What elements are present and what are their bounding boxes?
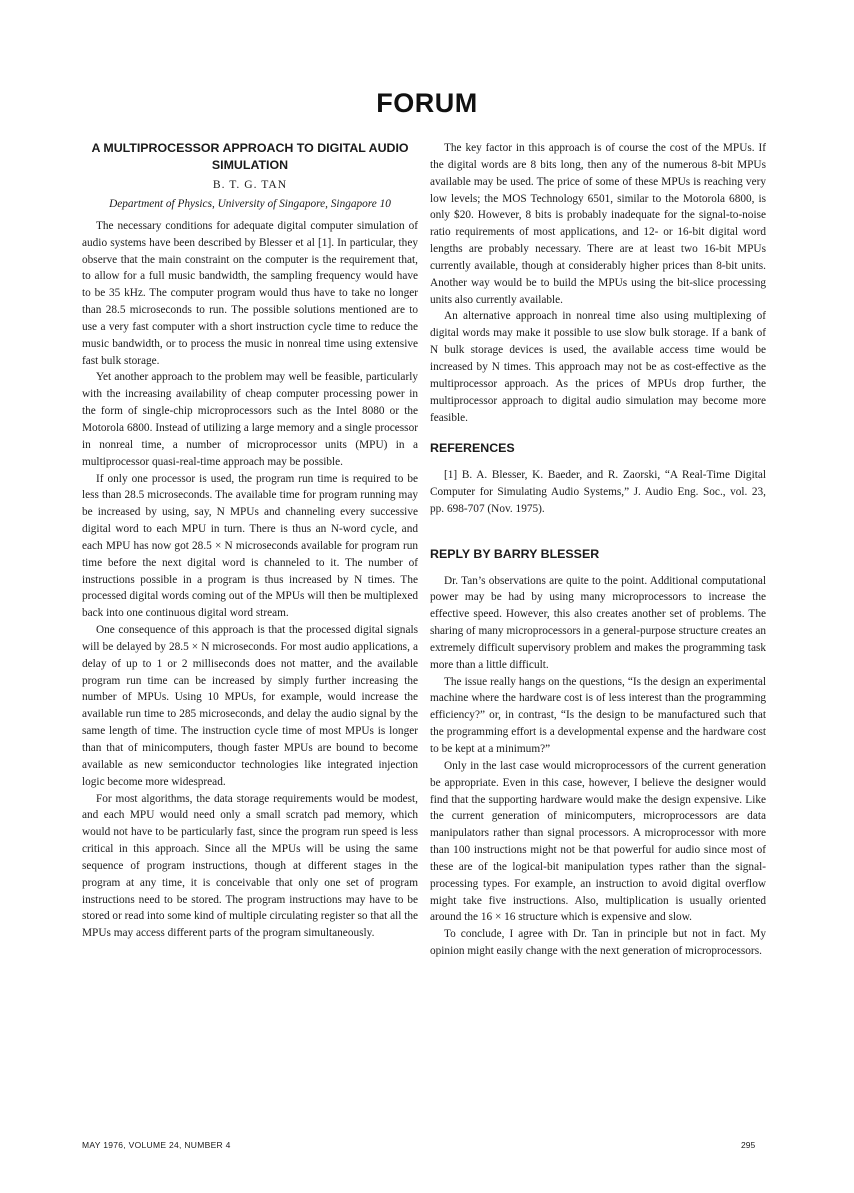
right-column (430, 140, 766, 960)
reply-heading: REPLY BY BARRY BLESSER (430, 546, 600, 561)
footer-issue: MAY 1976, VOLUME 24, NUMBER 4 (82, 1140, 231, 1150)
reply-paragraph: To conclude, I agree with Dr. Tan in principle but not in fact. My opinion might easily change with the next generation of microprocessors. (430, 928, 766, 958)
references-heading: REFERENCES (430, 441, 515, 456)
reply-paragraph: The issue really hangs on the questions, “Is the design an experimental machine where the hardware cost is of less interest than the programming efficiency?” or, in contrast, “Is the design to be manufactured such that the programming effort is a developmental expense and the hardware cost to be kept at a minimum?” (430, 675, 766, 755)
article-author: B. T. G. TAN (212, 178, 288, 191)
article-paragraph: An alternative approach in nonreal time also using multiplexing of digital words may make it possible to use slow bulk storage. If a bank of N bulk storage devices is used, the available access time would be increased by N times. This approach may not be as cost-effective as the multiprocessor approach. As the prices of MPUs drop further, the multiprocessor approach to digital audio simulation may become more feasible. (430, 310, 766, 424)
article-paragraph: Yet another approach to the problem may well be feasible, particularly with the increasing availability of cheap computer processing power in the form of single-chip microprocessors such as the Intel 8080 or the Motorola 6800. Instead of utilizing a large memory and a single processor in nonreal time, a number of microprocessor units (MPU) in a multiprocessor quasi-real-time approach may be possible. (82, 371, 418, 468)
article-paragraph: The key factor in this approach is of course the cost of the MPUs. If the digital words are 8 bits long, then any of the numerous 8-bit MPUs available may be used. The price of some of these MPUs is reaching very low levels; the MOS Technology 6501, similar to the Motorola 6800, is only $20. However, 8 bits is probably inadequate for the signal-to-noise ratio requirements of most applications, and 12- or 16-bit digital word lengths are probably necessary. There are at least two 16-bit MPUs currently available, though at considerably higher prices than 8-bit units. Another way would be to build the MPUs using the bit-slice processing units also currently available. (430, 142, 766, 306)
article-paragraph: For most algorithms, the data storage requirements would be modest, and each MPU would need only a small scratch pad memory, which would not have to be particularly fast, since the program run speed is less critical in this approach. Since all the MPUs will be using the same sequence of program instructions, though at different stages in the program at any time, it is conceivable that only one set of program instructions need to be stored. The program instructions may have to be stored or read into some kind of multiple circulating register so that all the MPUs may access different parts of the program simultaneously. (82, 792, 418, 940)
reply-paragraph: Only in the last case would microprocessors of the current generation be appropriate. Even in this case, however, I believe the designer would find that the supporting hardware would make the design expensive. Like the current generation of minicomputers, microprocessors are data manipulators rather than signal processors. A microprocessor with more than 100 instructions might not be that powerful for audio since most of these are of the logical-bit manipulation types rather than the signal-processing types. For example, an instruction to avoid digital overflow might take five instructions. Also, multiplication is usually oriented around the 16 × 16 structure which is expensive and slow. (430, 759, 766, 924)
reference-item: [1] B. A. Blesser, K. Baeder, and R. Zaorski, “A Real-Time Digital Computer for Simulating Audio Systems,” J. Audio Eng. Soc., vol. 23, pp. 698-707 (Nov. 1975). (430, 469, 766, 515)
reply-paragraph: Dr. Tan’s observations are quite to the point. Additional computational power may be had by using many microprocessors to increase the effective speed. However, this also creates another set of problems. The sharing of many microprocessors in a general-purpose structure creates an extremely difficult supervisory problem and makes the programming task more than a little difficult. (430, 574, 766, 671)
author-affiliation: Department of Physics, University of Singapore, Singapore 10 (109, 197, 391, 210)
article-paragraph: If only one processor is used, the program run time is required to be less than 28.5 microseconds. The available time for program running may be increased by using, say, N MPUs and channeling every successive digital word to each MPU in turn. There is thus an N-word cycle, and each MPU has now got 28.5 × N microseconds available for program run time before the next digital word is channeled to it. The number of instructions possible in a program is thus increased by N times. The processed digital words coming out of the MPUs will then be multiplexed back into one continuous digital word stream. (82, 472, 418, 620)
page-number: 295 (741, 1140, 756, 1150)
left-column (82, 140, 418, 942)
article-paragraph: One consequence of this approach is that the processed digital signals will be delayed by 28.5 × N microseconds. For most audio applications, a delay of up to 1 or 2 milliseconds does not matter, and the available program run time can be increased by simply further increasing the number of MPUs. Using 10 MPUs, for example, would increase the available run time to 285 microseconds, and delay the audio signal by the same length of time. The instruction cycle time of most MPUs is longer than that of minicomputers, though faster MPUs are bound to become available as new semiconductor technologies like integrated injection logic become more widespread. (82, 624, 418, 788)
article-title: A MULTIPROCESSOR APPROACH TO DIGITAL AUDIO SIMULATION (91, 141, 409, 172)
section-heading: FORUM (376, 88, 478, 118)
article-paragraph: The necessary conditions for adequate digital computer simulation of audio systems have been described by Blesser et al [1]. In particular, they observe that the main constraint on the computer is the requirement that, to allow for a full music bandwidth, the sampling frequency would have to be 35 kHz. The computer program would thus have to take no longer than 28.5 microseconds to run. The possible solutions mentioned are to use a very fast computer with a short instruction cycle time to reduce the music bandwidth, or to process the music in nonreal time using extensive fast bulk storage. (82, 219, 418, 367)
